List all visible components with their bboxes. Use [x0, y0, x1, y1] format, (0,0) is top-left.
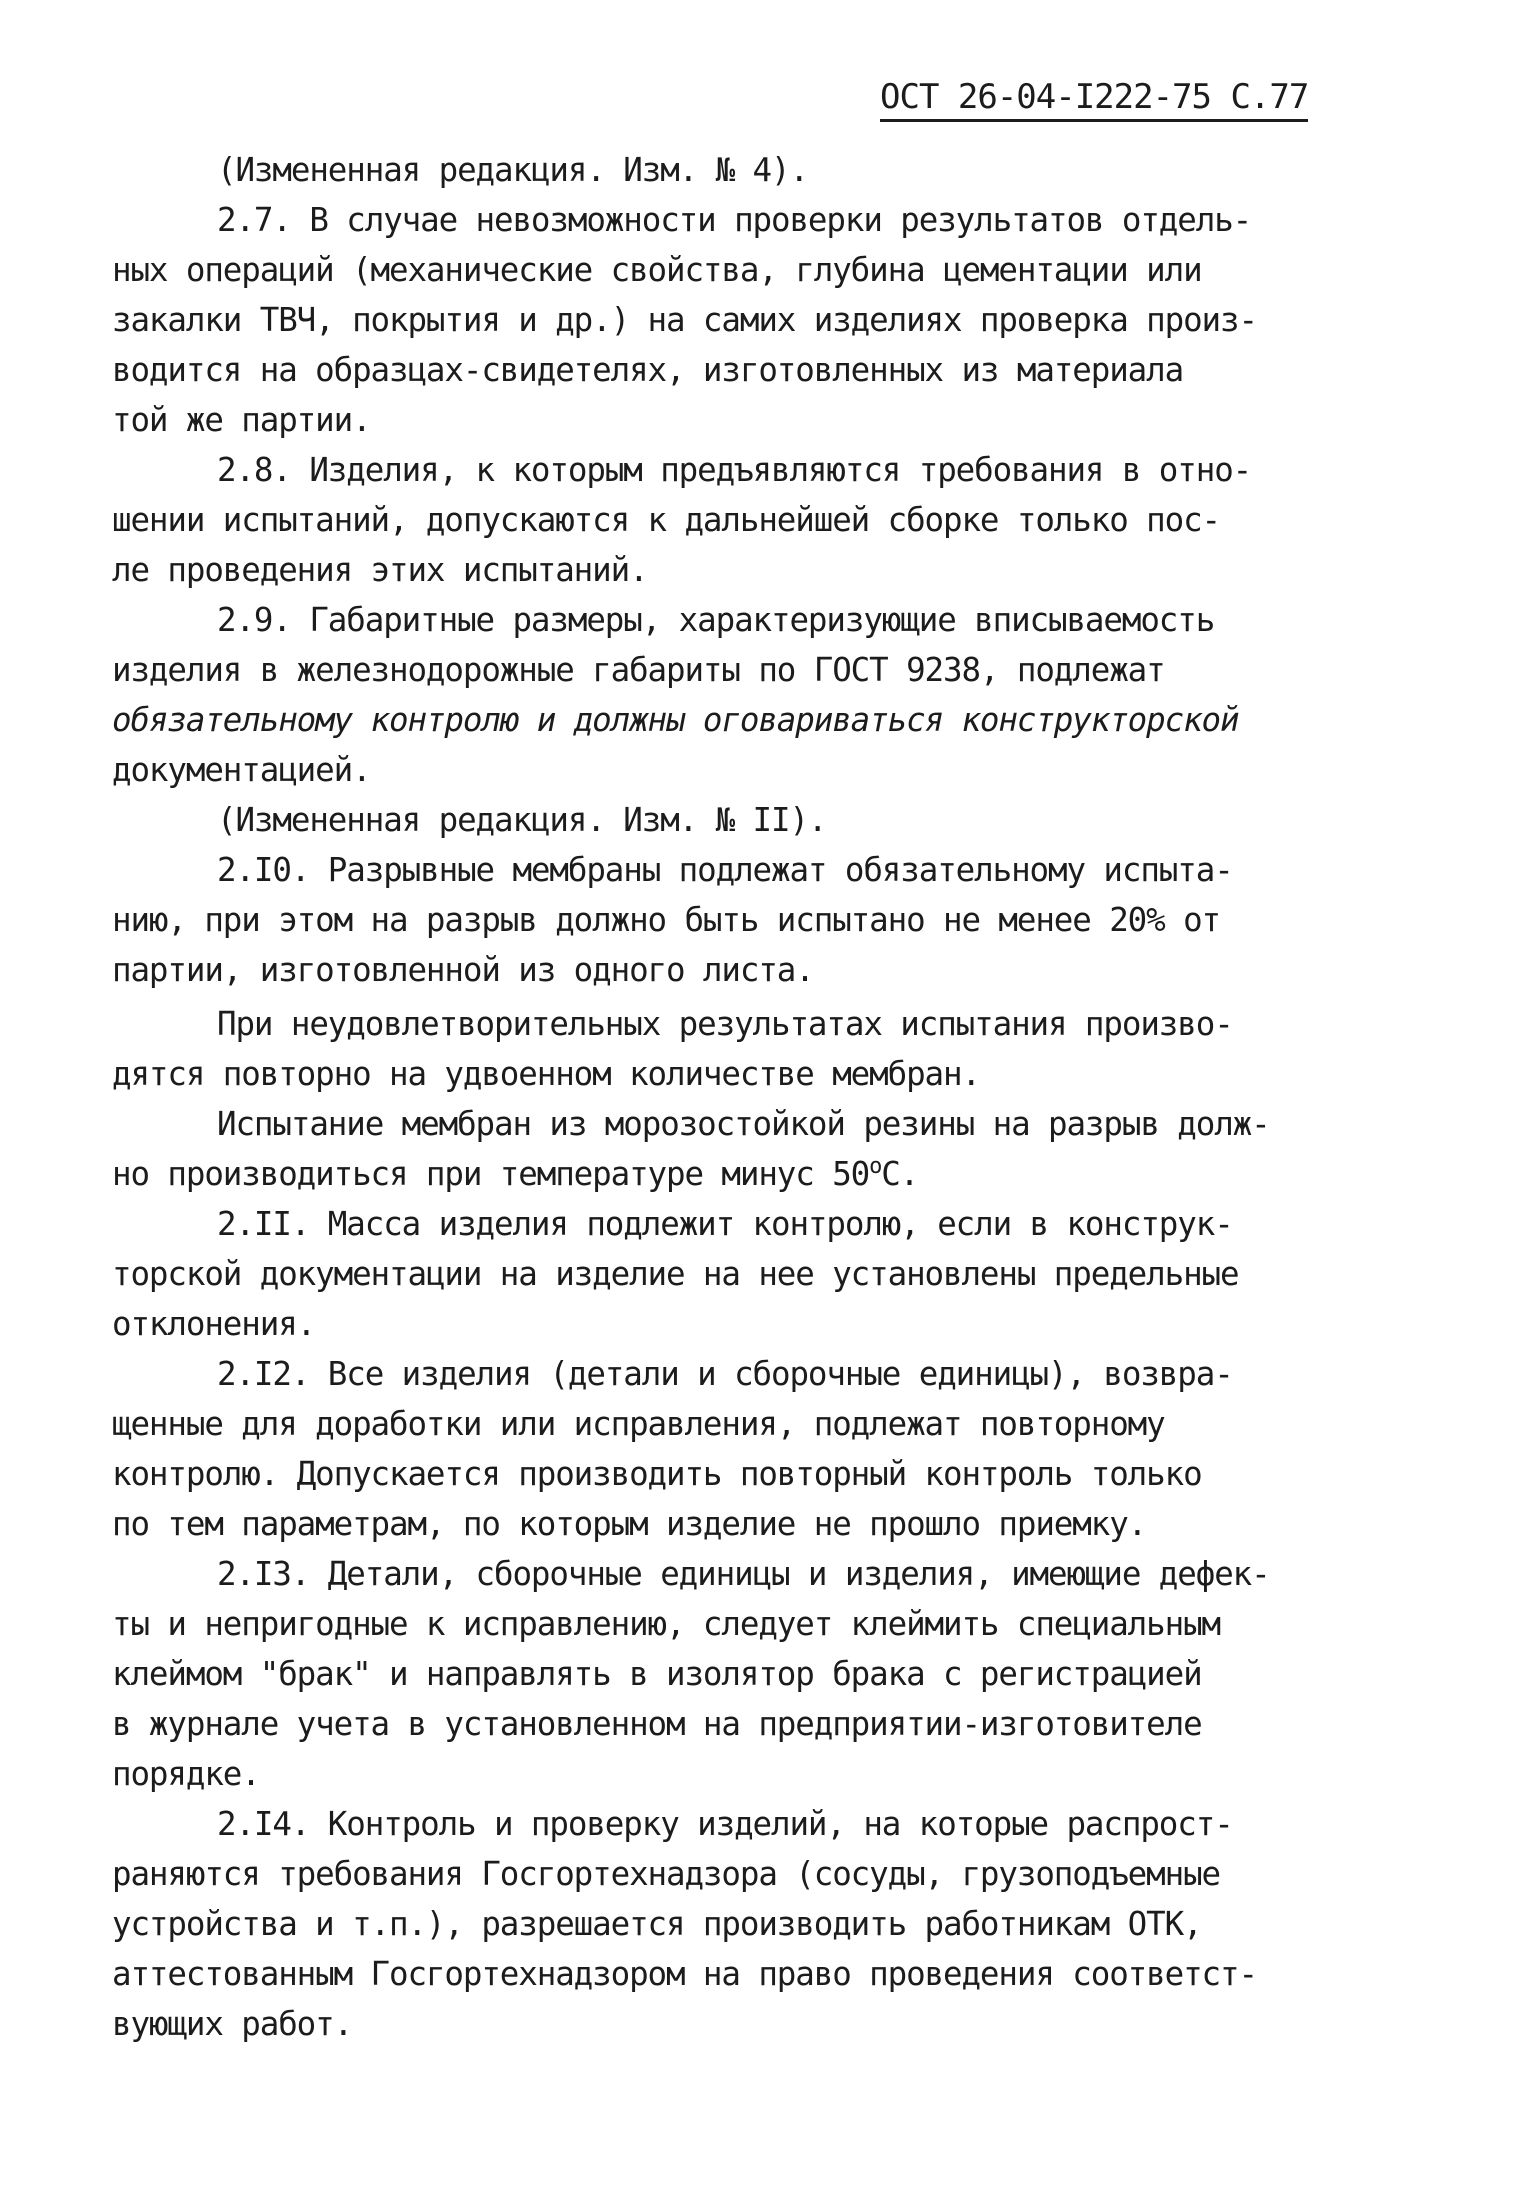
- text-line-temperature: [112, 1149, 1402, 1199]
- text-line: нию, при этом на разрыв должно быть испытано не менее 20% от: [112, 901, 1220, 939]
- text-line: обязательному контролю и должны оговариваться конструкторской: [112, 701, 1239, 739]
- text-line: 2.I3. Детали, сборочные единицы и изделия, имеющие дефек-: [217, 1555, 1270, 1593]
- page-header-standard-ref: ОСТ 26-04-I222-75 С.77: [880, 78, 1308, 122]
- text-line: ных операций (механические свойства, глубина цементации или: [112, 251, 1202, 289]
- text-line: дятся повторно на удвоенном количестве мембран.: [112, 1055, 980, 1093]
- text-line: документацией.: [112, 751, 371, 789]
- text-line: клеймом "брак" и направлять в изолятор брака с регистрацией: [112, 1655, 1202, 1693]
- text-line: отклонения.: [112, 1305, 316, 1343]
- text-line: 2.9. Габаритные размеры, характеризующие вписываемость: [217, 601, 1215, 639]
- document-body: [112, 145, 1402, 2049]
- text-line: изделия в железнодорожные габариты по ГОСТ 9238, подлежат: [112, 651, 1165, 689]
- text-line: 2.I4. Контроль и проверку изделий, на которые распрост-: [217, 1805, 1233, 1843]
- text-line: 2.7. В случае невозможности проверки результатов отдель-: [217, 201, 1252, 239]
- text-line: по тем параметрам, по которым изделие не прошло приемку.: [112, 1505, 1147, 1543]
- text-line: торской документации на изделие на нее установлены предельные: [112, 1255, 1239, 1293]
- text-line: щенные для доработки или исправления, подлежат повторному: [112, 1405, 1165, 1443]
- text-line: устройства и т.п.), разрешается производить работникам ОТК,: [112, 1905, 1202, 1943]
- text-line: Испытание мембран из морозостойкой резины на разрыв долж-: [217, 1105, 1270, 1143]
- text-line: той же партии.: [112, 401, 371, 439]
- text-line: При неудовлетворительных результатах испытания произво-: [217, 1005, 1233, 1043]
- text-line: (Измененная редакция. Изм. № 4).: [217, 151, 808, 189]
- degree-sign: о: [869, 1154, 882, 1179]
- text-line: партии, изготовленной из одного листа.: [112, 951, 814, 989]
- text-line: 2.II. Масса изделия подлежит контролю, если в конструк-: [217, 1205, 1233, 1243]
- text-line: 2.I2. Все изделия (детали и сборочные единицы), возвра-: [217, 1355, 1233, 1393]
- text-line: аттестованным Госгортехнадзором на право проведения соответст-: [112, 1955, 1257, 1993]
- text-line: в журнале учета в установленном на предприятии-изготовителе: [112, 1705, 1202, 1743]
- text-line: порядке.: [112, 1755, 260, 1793]
- text-line: (Измененная редакция. Изм. № II).: [217, 801, 827, 839]
- text-line: раняются требования Госгортехнадзора (сосуды, грузоподъемные: [112, 1855, 1220, 1893]
- text-line: водится на образцах-свидетелях, изготовленных из материала: [112, 351, 1184, 389]
- text-line: ле проведения этих испытаний.: [112, 551, 648, 589]
- text-line: контролю. Допускается производить повторный контроль только: [112, 1455, 1202, 1493]
- text-line: 2.8. Изделия, к которым предъявляются требования в отно-: [217, 451, 1252, 489]
- temperature-text: но производиться при температуре минус 50: [112, 1155, 870, 1193]
- text-line: ты и непригодные к исправлению, следует клеймить специальным: [112, 1605, 1220, 1643]
- text-line: закалки ТВЧ, покрытия и др.) на самих изделиях проверка произ-: [112, 301, 1257, 339]
- text-line: вующих работ.: [112, 2005, 353, 2043]
- temperature-unit: С.: [881, 1155, 919, 1193]
- text-line: 2.I0. Разрывные мембраны подлежат обязательному испыта-: [217, 851, 1233, 889]
- text-line: шении испытаний, допускаются к дальнейшей сборке только пос-: [112, 501, 1220, 539]
